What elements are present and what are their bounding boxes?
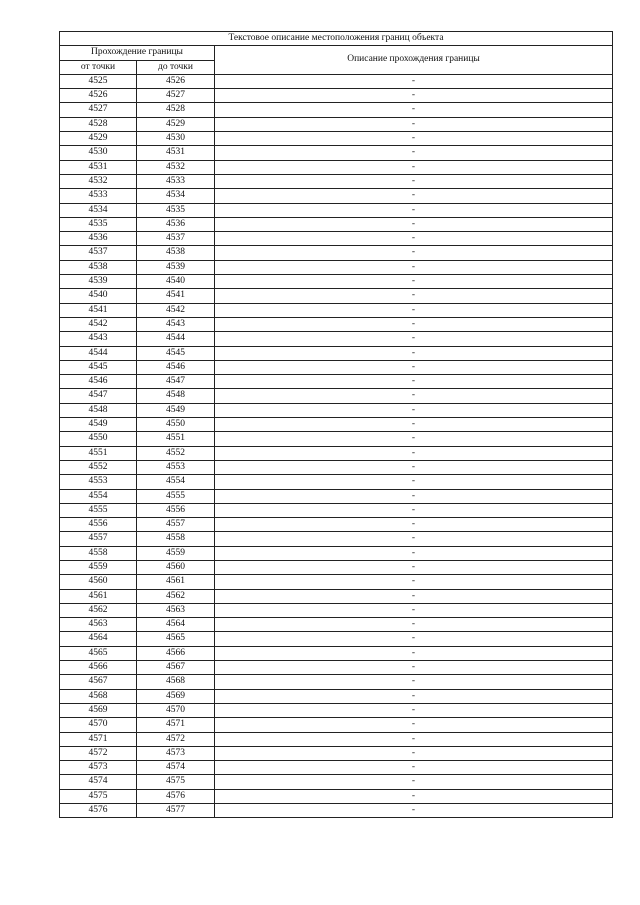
to-point-cell: 4550 (137, 418, 215, 432)
to-point-cell: 4567 (137, 661, 215, 675)
boundary-passage-header: Прохождение границы (60, 46, 215, 60)
description-cell: - (215, 546, 613, 560)
description-cell: - (215, 675, 613, 689)
to-point-cell: 4554 (137, 475, 215, 489)
to-point-cell: 4571 (137, 718, 215, 732)
from-point-cell: 4529 (60, 132, 137, 146)
from-point-cell: 4566 (60, 661, 137, 675)
table-row (60, 303, 613, 317)
from-point-cell: 4536 (60, 232, 137, 246)
to-point-cell: 4561 (137, 575, 215, 589)
description-cell: - (215, 260, 613, 274)
from-point-cell: 4527 (60, 103, 137, 117)
to-point-cell: 4568 (137, 675, 215, 689)
from-point-cell: 4531 (60, 160, 137, 174)
from-point-cell: 4562 (60, 603, 137, 617)
from-point-cell: 4561 (60, 589, 137, 603)
description-cell: - (215, 560, 613, 574)
from-point-cell: 4545 (60, 360, 137, 374)
from-point-cell: 4573 (60, 761, 137, 775)
to-point-cell: 4553 (137, 460, 215, 474)
table-row (60, 632, 613, 646)
from-point-cell: 4550 (60, 432, 137, 446)
from-point-cell: 4543 (60, 332, 137, 346)
from-point-cell: 4568 (60, 689, 137, 703)
from-point-cell: 4570 (60, 718, 137, 732)
to-point-header: до точки (137, 60, 215, 74)
to-point-cell: 4528 (137, 103, 215, 117)
table-row (60, 117, 613, 131)
to-point-cell: 4537 (137, 232, 215, 246)
description-cell: - (215, 718, 613, 732)
to-point-cell: 4557 (137, 518, 215, 532)
table-row (60, 346, 613, 360)
description-cell: - (215, 160, 613, 174)
table-row (60, 646, 613, 660)
to-point-cell: 4560 (137, 560, 215, 574)
from-point-cell: 4553 (60, 475, 137, 489)
description-header: Описание прохождения границы (215, 46, 613, 75)
description-cell: - (215, 518, 613, 532)
table-row (60, 89, 613, 103)
table-row (60, 360, 613, 374)
description-cell: - (215, 389, 613, 403)
table-row (60, 489, 613, 503)
description-cell: - (215, 203, 613, 217)
to-point-cell: 4527 (137, 89, 215, 103)
description-cell: - (215, 346, 613, 360)
table-row (60, 260, 613, 274)
from-point-cell: 4563 (60, 618, 137, 632)
to-point-cell: 4545 (137, 346, 215, 360)
table-row (60, 532, 613, 546)
table-row (60, 732, 613, 746)
from-point-cell: 4560 (60, 575, 137, 589)
table-row (60, 146, 613, 160)
from-point-cell: 4528 (60, 117, 137, 131)
to-point-cell: 4573 (137, 746, 215, 760)
table-row (60, 332, 613, 346)
description-cell: - (215, 89, 613, 103)
description-cell: - (215, 418, 613, 432)
table-row (60, 746, 613, 760)
from-point-cell: 4554 (60, 489, 137, 503)
table-row (60, 246, 613, 260)
to-point-cell: 4569 (137, 689, 215, 703)
table-row (60, 718, 613, 732)
to-point-cell: 4552 (137, 446, 215, 460)
to-point-cell: 4559 (137, 546, 215, 560)
to-point-cell: 4542 (137, 303, 215, 317)
from-point-cell: 4549 (60, 418, 137, 432)
to-point-cell: 4577 (137, 804, 215, 818)
from-point-cell: 4559 (60, 560, 137, 574)
table-row (60, 560, 613, 574)
table-row (60, 689, 613, 703)
to-point-cell: 4534 (137, 189, 215, 203)
from-point-cell: 4551 (60, 446, 137, 460)
to-point-cell: 4541 (137, 289, 215, 303)
description-cell: - (215, 775, 613, 789)
table-row (60, 575, 613, 589)
from-point-cell: 4544 (60, 346, 137, 360)
table-row (60, 232, 613, 246)
description-cell: - (215, 332, 613, 346)
from-point-cell: 4530 (60, 146, 137, 160)
description-cell: - (215, 761, 613, 775)
to-point-cell: 4530 (137, 132, 215, 146)
description-cell: - (215, 432, 613, 446)
from-point-cell: 4564 (60, 632, 137, 646)
description-cell: - (215, 689, 613, 703)
from-point-cell: 4552 (60, 460, 137, 474)
table-row (60, 518, 613, 532)
description-cell: - (215, 503, 613, 517)
description-cell: - (215, 661, 613, 675)
table-row (60, 375, 613, 389)
to-point-cell: 4543 (137, 317, 215, 331)
description-cell: - (215, 789, 613, 803)
table-row (60, 789, 613, 803)
description-cell: - (215, 460, 613, 474)
table-row (60, 618, 613, 632)
to-point-cell: 4563 (137, 603, 215, 617)
to-point-cell: 4566 (137, 646, 215, 660)
from-point-header: от точки (60, 60, 137, 74)
to-point-cell: 4551 (137, 432, 215, 446)
from-point-cell: 4546 (60, 375, 137, 389)
to-point-cell: 4526 (137, 74, 215, 88)
table-row (60, 103, 613, 117)
table-row (60, 174, 613, 188)
table-row (60, 446, 613, 460)
description-cell: - (215, 146, 613, 160)
to-point-cell: 4565 (137, 632, 215, 646)
from-point-cell: 4525 (60, 74, 137, 88)
to-point-cell: 4562 (137, 589, 215, 603)
description-cell: - (215, 74, 613, 88)
to-point-cell: 4532 (137, 160, 215, 174)
from-point-cell: 4558 (60, 546, 137, 560)
table-row (60, 589, 613, 603)
description-cell: - (215, 589, 613, 603)
from-point-cell: 4537 (60, 246, 137, 260)
to-point-cell: 4555 (137, 489, 215, 503)
from-point-cell: 4565 (60, 646, 137, 660)
from-point-cell: 4547 (60, 389, 137, 403)
description-cell: - (215, 303, 613, 317)
table-row (60, 403, 613, 417)
table-row (60, 432, 613, 446)
table-row (60, 389, 613, 403)
from-point-cell: 4535 (60, 217, 137, 231)
table-row (60, 203, 613, 217)
from-point-cell: 4572 (60, 746, 137, 760)
description-cell: - (215, 360, 613, 374)
table-body (60, 74, 613, 817)
to-point-cell: 4536 (137, 217, 215, 231)
description-cell: - (215, 232, 613, 246)
from-point-cell: 4533 (60, 189, 137, 203)
description-cell: - (215, 375, 613, 389)
table-row (60, 546, 613, 560)
description-cell: - (215, 117, 613, 131)
description-cell: - (215, 317, 613, 331)
description-cell: - (215, 103, 613, 117)
from-point-cell: 4526 (60, 89, 137, 103)
description-cell: - (215, 532, 613, 546)
to-point-cell: 4533 (137, 174, 215, 188)
description-cell: - (215, 746, 613, 760)
description-cell: - (215, 732, 613, 746)
description-cell: - (215, 703, 613, 717)
to-point-cell: 4575 (137, 775, 215, 789)
from-point-cell: 4556 (60, 518, 137, 532)
table-row (60, 132, 613, 146)
to-point-cell: 4558 (137, 532, 215, 546)
from-point-cell: 4569 (60, 703, 137, 717)
from-point-cell: 4574 (60, 775, 137, 789)
from-point-cell: 4532 (60, 174, 137, 188)
table-row (60, 460, 613, 474)
table-row (60, 661, 613, 675)
to-point-cell: 4548 (137, 389, 215, 403)
description-cell: - (215, 446, 613, 460)
to-point-cell: 4556 (137, 503, 215, 517)
description-cell: - (215, 403, 613, 417)
description-cell: - (215, 646, 613, 660)
description-cell: - (215, 132, 613, 146)
to-point-cell: 4531 (137, 146, 215, 160)
table-row (60, 703, 613, 717)
to-point-cell: 4538 (137, 246, 215, 260)
description-cell: - (215, 632, 613, 646)
from-point-cell: 4575 (60, 789, 137, 803)
table-row (60, 275, 613, 289)
from-point-cell: 4548 (60, 403, 137, 417)
table-row (60, 675, 613, 689)
table-row (60, 317, 613, 331)
to-point-cell: 4539 (137, 260, 215, 274)
description-cell: - (215, 189, 613, 203)
table-row (60, 160, 613, 174)
table-row (60, 74, 613, 88)
table-row (60, 289, 613, 303)
description-cell: - (215, 489, 613, 503)
from-point-cell: 4541 (60, 303, 137, 317)
description-cell: - (215, 174, 613, 188)
table-title: Текстовое описание местоположения границ объекта (60, 32, 613, 46)
to-point-cell: 4529 (137, 117, 215, 131)
table-row (60, 775, 613, 789)
from-point-cell: 4557 (60, 532, 137, 546)
table-row (60, 475, 613, 489)
from-point-cell: 4576 (60, 804, 137, 818)
from-point-cell: 4539 (60, 275, 137, 289)
from-point-cell: 4540 (60, 289, 137, 303)
description-cell: - (215, 217, 613, 231)
from-point-cell: 4538 (60, 260, 137, 274)
to-point-cell: 4546 (137, 360, 215, 374)
description-cell: - (215, 603, 613, 617)
to-point-cell: 4572 (137, 732, 215, 746)
from-point-cell: 4534 (60, 203, 137, 217)
to-point-cell: 4544 (137, 332, 215, 346)
boundary-description-table (59, 31, 613, 818)
to-point-cell: 4570 (137, 703, 215, 717)
from-point-cell: 4555 (60, 503, 137, 517)
to-point-cell: 4535 (137, 203, 215, 217)
to-point-cell: 4576 (137, 789, 215, 803)
from-point-cell: 4571 (60, 732, 137, 746)
table-row (60, 503, 613, 517)
description-cell: - (215, 475, 613, 489)
table-row (60, 189, 613, 203)
description-cell: - (215, 618, 613, 632)
to-point-cell: 4547 (137, 375, 215, 389)
table-row (60, 418, 613, 432)
to-point-cell: 4540 (137, 275, 215, 289)
from-point-cell: 4567 (60, 675, 137, 689)
table-row (60, 217, 613, 231)
description-cell: - (215, 289, 613, 303)
description-cell: - (215, 575, 613, 589)
description-cell: - (215, 246, 613, 260)
description-cell: - (215, 804, 613, 818)
to-point-cell: 4574 (137, 761, 215, 775)
table-row (60, 804, 613, 818)
table-row (60, 761, 613, 775)
from-point-cell: 4542 (60, 317, 137, 331)
to-point-cell: 4549 (137, 403, 215, 417)
to-point-cell: 4564 (137, 618, 215, 632)
description-cell: - (215, 275, 613, 289)
table-row (60, 603, 613, 617)
